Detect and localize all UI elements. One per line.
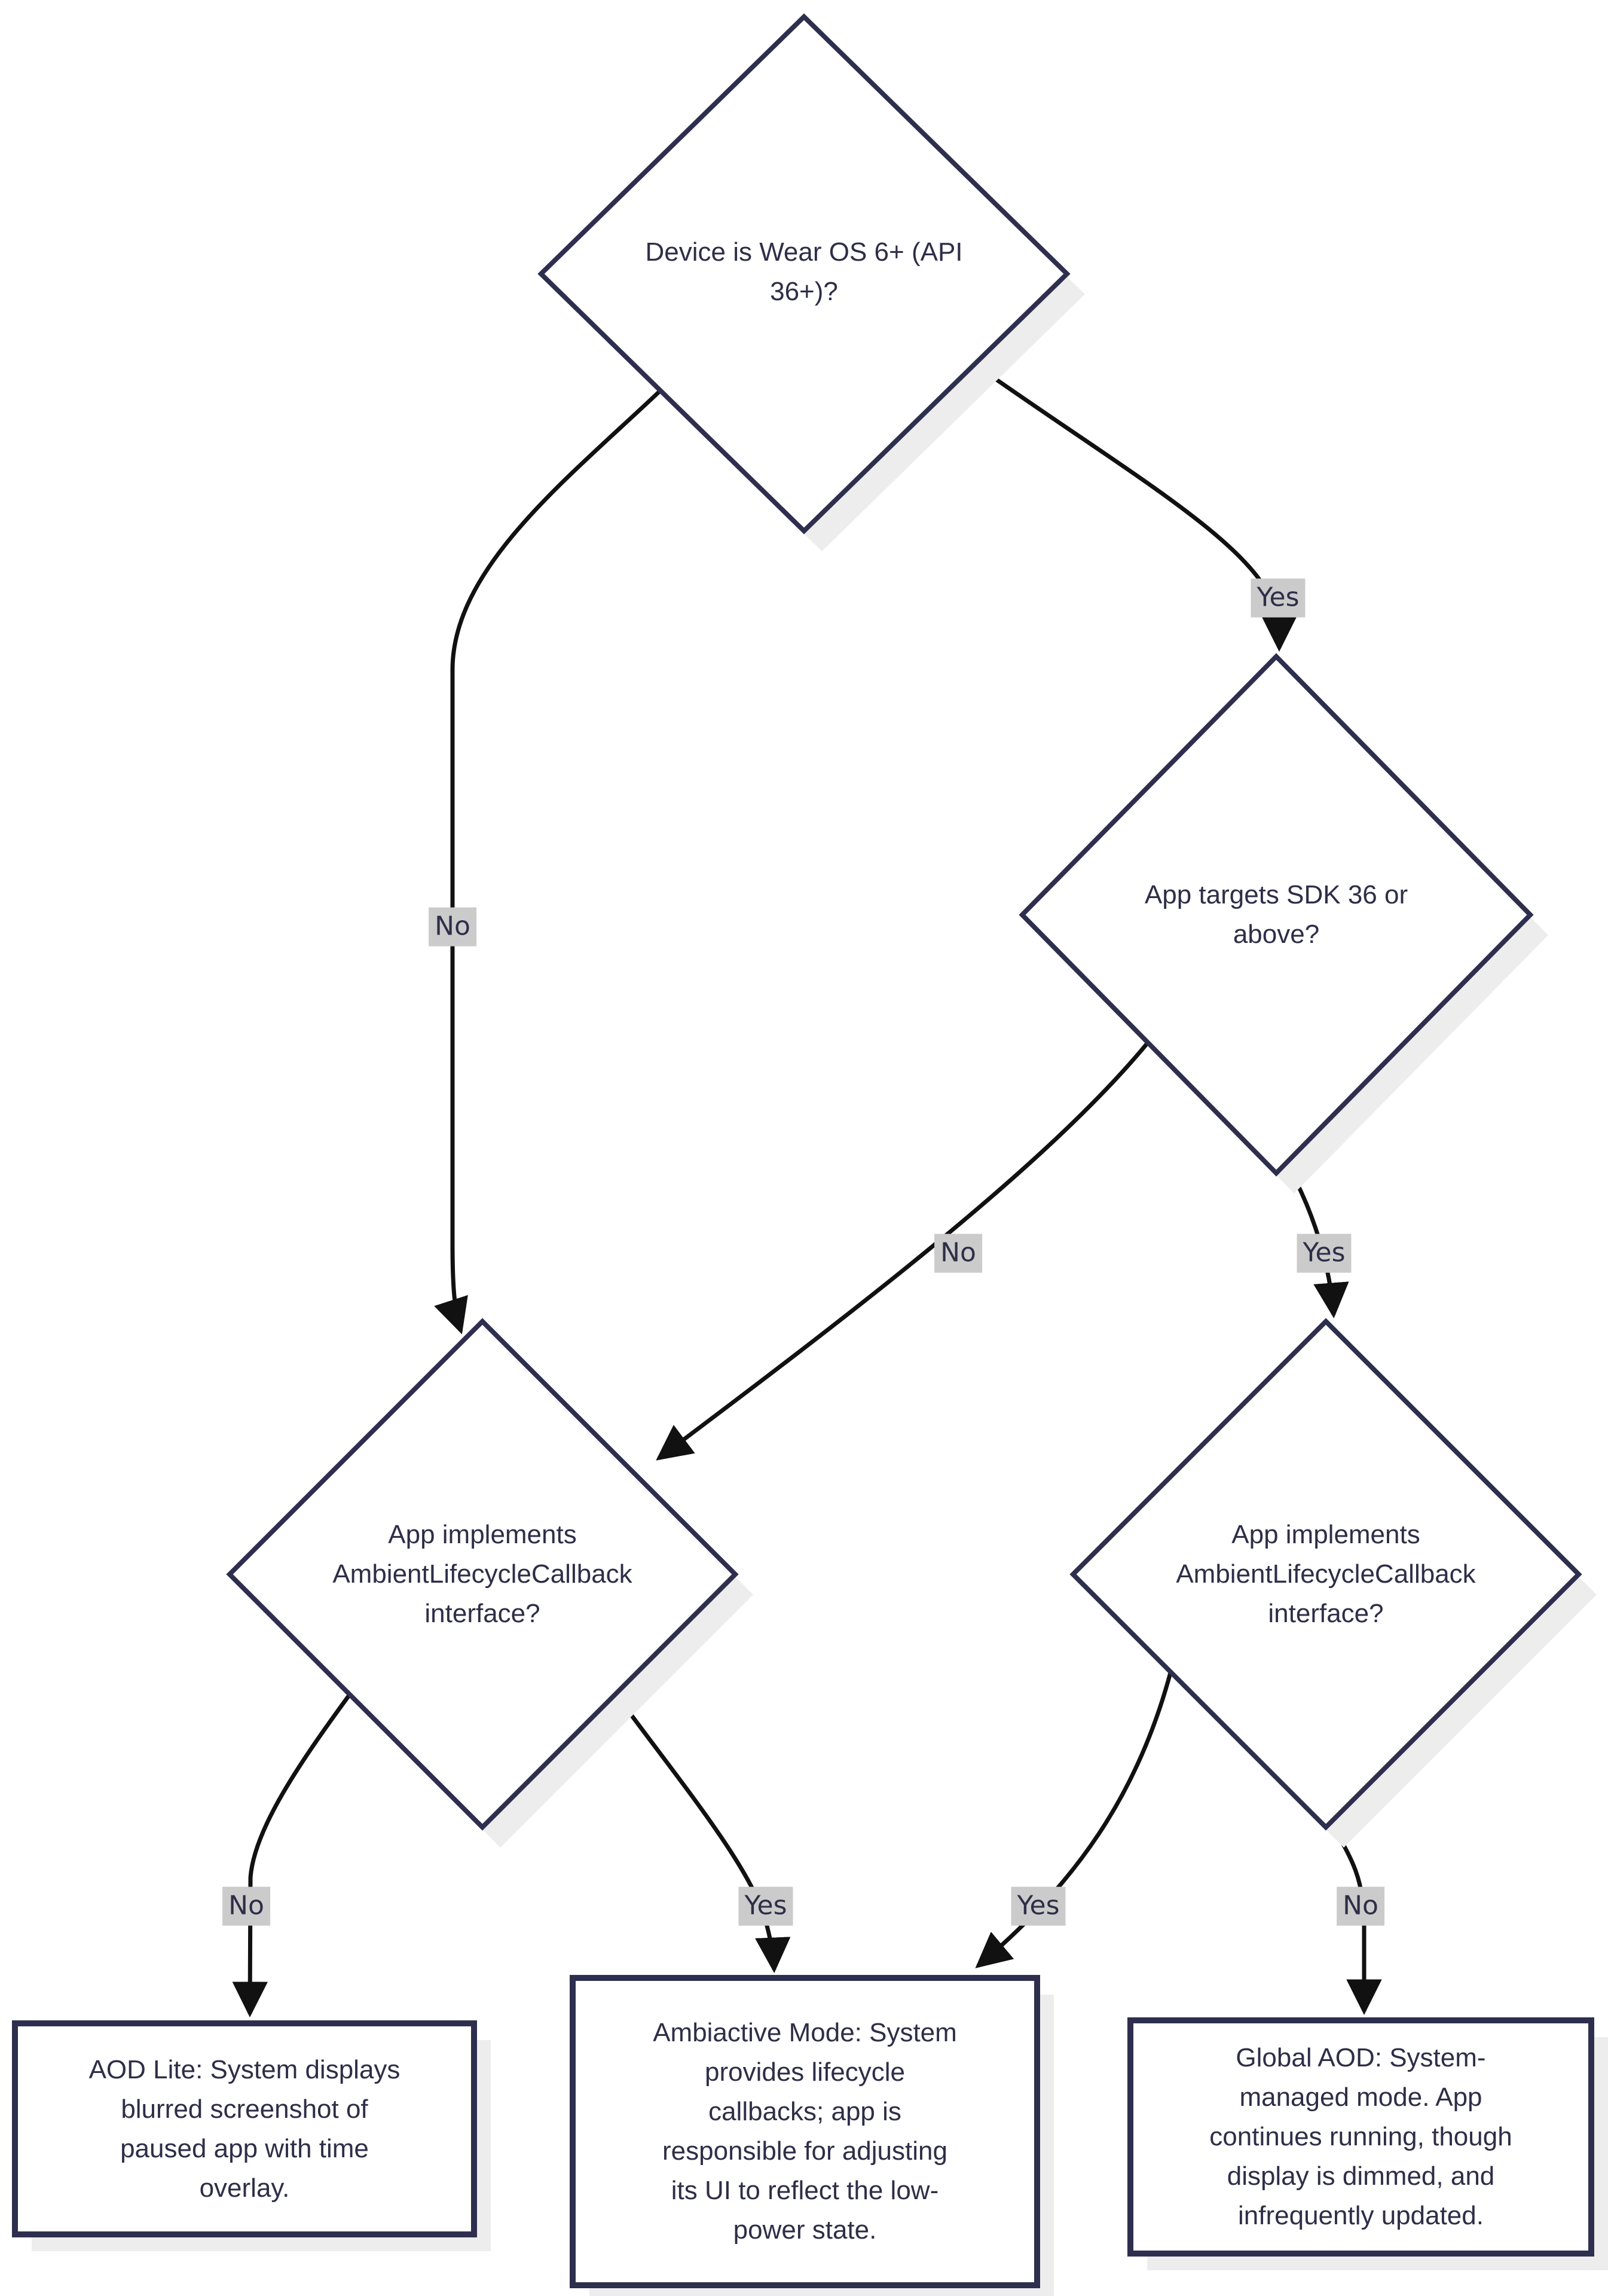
outcome-aod-lite-shape <box>15 2023 474 2234</box>
edge-label-yes-ambient-right: Yes <box>1011 1887 1065 1926</box>
outcome-ambiactive-text: Ambiactive Mode: System provides lifecycle callbacks; app is responsible for adjusting its UI to reflect the low- power state. <box>653 2018 957 2245</box>
outcome-aod-lite-text: AOD Lite: System displays blurred screenshot of paused app with time overlay. <box>88 2054 401 2203</box>
edge-label-no-ambient-right: No <box>1337 1887 1384 1926</box>
edge-label-yes-sdk: Yes <box>1297 1234 1351 1273</box>
decision-ambient-right-shape <box>1073 1321 1579 1827</box>
decision-wear-os-text: Device is Wear OS 6+ (API 36+)? <box>645 237 963 306</box>
flowchart-edges <box>250 364 1364 2014</box>
decision-sdk-text: App targets SDK 36 or above? <box>1144 880 1408 949</box>
edge-label-no-wearos: No <box>429 908 476 947</box>
decision-wear-os-shape <box>541 17 1067 531</box>
decision-ambient-right-text: App implements AmbientLifecycleCallback interface? <box>1176 1520 1476 1628</box>
decision-ambient-left-text: App implements AmbientLifecycleCallback interface? <box>332 1520 632 1628</box>
outcome-ambiactive-shape <box>573 1978 1037 2285</box>
edge-no-wearos-to-ambient-left <box>453 390 661 1331</box>
edge-yes-wearos-to-sdk <box>974 364 1279 648</box>
edge-label-no-ambient-left: No <box>222 1887 270 1926</box>
edge-label-no-sdk: No <box>934 1234 982 1273</box>
edge-no-sdk-to-ambient-left <box>659 1043 1148 1458</box>
edge-yes-ambient-left-to-ambiactive <box>616 1694 774 1970</box>
edge-yes-ambient-right-to-ambiactive <box>978 1668 1172 1966</box>
edge-label-yes-wearos: Yes <box>1251 579 1305 618</box>
outcome-global-aod-text: Global AOD: System- managed mode. App continues running, though display is dimmed, and infrequently updated. <box>1209 2043 1512 2230</box>
edge-label-yes-ambient-left: Yes <box>738 1887 793 1926</box>
outcome-global-aod-shape <box>1130 2020 1591 2254</box>
edge-no-ambient-left-to-aod-lite <box>250 1694 350 2014</box>
